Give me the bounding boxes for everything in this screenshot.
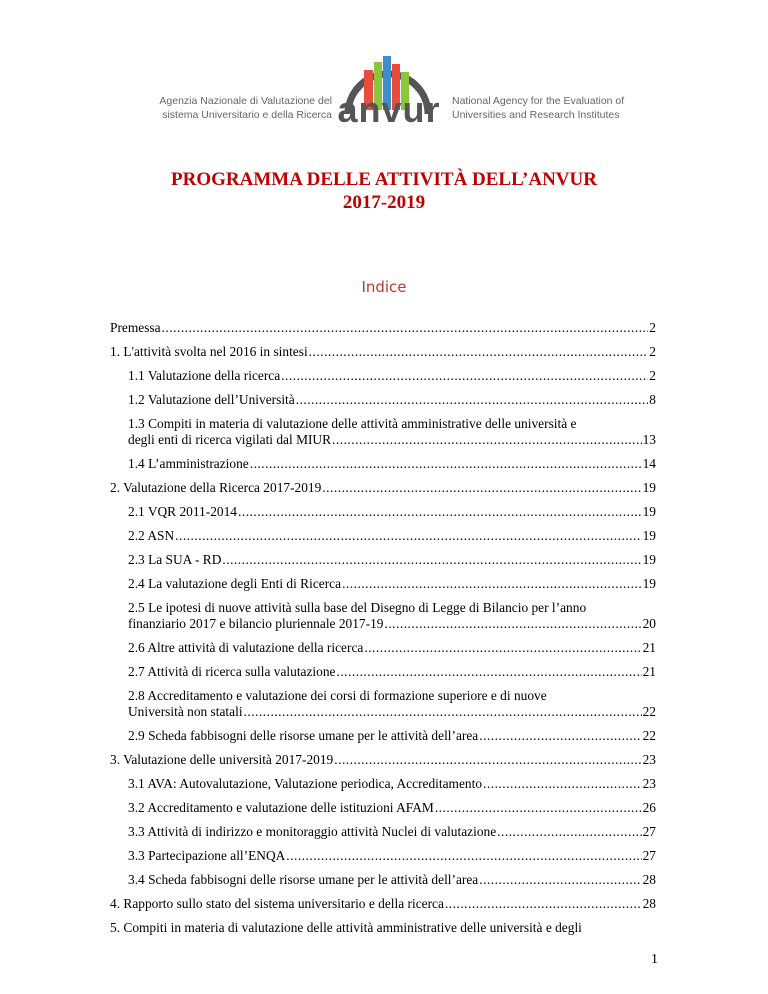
toc-entry[interactable] <box>110 456 656 472</box>
toc-entry[interactable] <box>110 752 656 768</box>
toc-leader-dots <box>364 640 641 656</box>
document-title-line2: 2017-2019 <box>342 192 426 213</box>
toc-entry[interactable] <box>110 392 656 408</box>
document-title-line1: PROGRAMMA DELLE ATTIVITÀ DELL’ANVUR <box>171 169 597 190</box>
toc-entry-text: 3.3 Partecipazione all’ENQA <box>128 848 286 863</box>
toc-leader-dots <box>175 528 641 544</box>
agency-name-italian-line1: Agenzia Nazionale di Valutazione del <box>159 95 332 107</box>
toc-page-number: 19 <box>642 528 656 543</box>
toc-page-number: 19 <box>642 552 656 567</box>
toc-leader-dots <box>244 704 642 720</box>
agency-name-italian <box>159 94 332 122</box>
toc-entry-text: 3. Valutazione delle università 2017-2019 <box>110 752 334 767</box>
toc-leader-dots <box>250 456 642 472</box>
toc-entry[interactable] <box>110 688 656 720</box>
toc-leader-dots <box>435 800 642 816</box>
toc-entry-text-cont: degli enti di ricerca vigilati dal MIUR <box>128 432 332 447</box>
toc-entry[interactable] <box>110 480 656 496</box>
toc-entry[interactable] <box>110 824 656 840</box>
toc-entry[interactable] <box>110 728 656 744</box>
agency-name-english <box>452 94 624 122</box>
toc-leader-dots <box>238 504 642 520</box>
toc-entry-text: 2.5 Le ipotesi di nuove attività sulla base del Disegno di Legge di Bilancio per l’anno <box>128 600 587 615</box>
toc-entry-text: 2.4 La valutazione degli Enti di Ricerca <box>128 576 342 591</box>
toc-entry-text: 3.3 Attività di indirizzo e monitoraggio attività Nuclei di valutazione <box>128 824 497 839</box>
toc-leader-dots <box>336 664 641 680</box>
toc-page-number: 2 <box>649 368 656 383</box>
toc-leader-dots <box>309 344 649 360</box>
toc-page-number: 19 <box>642 480 656 495</box>
toc-entry[interactable] <box>110 664 656 680</box>
toc-page-number: 2 <box>649 344 656 359</box>
toc-entry[interactable] <box>110 848 656 864</box>
toc-entry-text: 2.2 ASN <box>128 528 175 543</box>
agency-name-english-line1: National Agency for the Evaluation of <box>452 95 625 107</box>
toc-page-number: 21 <box>642 664 656 679</box>
toc-page-number: 21 <box>642 640 656 655</box>
toc-page-number: 2 <box>649 320 656 335</box>
toc-entry-text-cont: Università non statali <box>128 704 243 719</box>
toc-entry-text: Premessa <box>110 320 161 335</box>
toc-leader-dots <box>479 872 641 888</box>
toc-entry[interactable] <box>110 504 656 520</box>
toc-page-number: 23 <box>642 776 656 791</box>
toc-leader-dots <box>322 480 641 496</box>
index-heading: Indice <box>361 278 407 296</box>
toc-entry[interactable] <box>110 552 656 568</box>
toc-leader-dots <box>281 368 648 384</box>
toc-page-number: 8 <box>649 392 656 407</box>
toc-entry[interactable] <box>110 872 656 888</box>
toc-leader-dots <box>342 576 642 592</box>
toc-entry-text-cont: finanziario 2017 e bilancio pluriennale 2017-19 <box>128 616 384 631</box>
toc-page-number: 19 <box>642 576 656 591</box>
toc-entry[interactable] <box>110 344 656 360</box>
toc-entry[interactable] <box>110 528 656 544</box>
page-number: 1 <box>651 952 658 967</box>
toc-page-number: 20 <box>642 616 656 631</box>
toc-leader-dots <box>384 616 641 632</box>
toc-leader-dots <box>296 392 649 408</box>
toc-entry[interactable] <box>110 320 656 336</box>
document-title <box>0 168 768 214</box>
toc-leader-dots <box>497 824 641 840</box>
toc-entry[interactable] <box>110 896 656 912</box>
table-of-contents <box>110 320 656 936</box>
toc-page-number: 19 <box>642 504 656 519</box>
toc-entry-text: 2.9 Scheda fabbisogni delle risorse umane per le attività dell’area <box>128 728 479 743</box>
toc-leader-dots <box>483 776 642 792</box>
toc-entry-text: 3.1 AVA: Autovalutazione, Valutazione periodica, Accreditamento <box>128 776 483 791</box>
toc-entry-text: 5. Compiti in materia di valutazione delle attività amministrative delle università e degli <box>110 920 582 935</box>
toc-entry-text: 2.6 Altre attività di valutazione della ricerca <box>128 640 364 655</box>
toc-page-number: 27 <box>642 848 656 863</box>
toc-entry-text: 2.1 VQR 2011-2014 <box>128 504 237 519</box>
toc-entry[interactable] <box>110 416 656 448</box>
toc-page-number: 22 <box>642 704 656 719</box>
toc-page-number: 28 <box>642 872 656 887</box>
agency-name-italian-line2: sistema Universitario e della Ricerca <box>162 109 332 121</box>
toc-page-number: 14 <box>642 456 656 471</box>
toc-entry-text: 2.8 Accreditamento e valutazione dei corsi di formazione superiore e di nuove <box>128 688 547 703</box>
toc-entry-text: 1.1 Valutazione della ricerca <box>128 368 281 383</box>
toc-entry[interactable] <box>110 640 656 656</box>
toc-entry[interactable] <box>110 368 656 384</box>
toc-entry[interactable] <box>110 800 656 816</box>
toc-entry-text: 2.7 Attività di ricerca sulla valutazione <box>128 664 336 679</box>
toc-entry-text: 1. L'attività svolta nel 2016 in sintesi <box>110 344 308 359</box>
toc-page-number: 13 <box>642 432 656 447</box>
toc-entry-text: 1.2 Valutazione dell’Università <box>128 392 295 407</box>
toc-leader-dots <box>286 848 641 864</box>
toc-entry-text: 3.4 Scheda fabbisogni delle risorse umane per le attività dell’area <box>128 872 479 887</box>
toc-page-number: 27 <box>642 824 656 839</box>
toc-leader-dots <box>222 552 641 568</box>
toc-page-number: 22 <box>642 728 656 743</box>
toc-entry-text: 4. Rapporto sullo stato del sistema universitario e della ricerca <box>110 896 444 911</box>
toc-leader-dots <box>479 728 641 744</box>
toc-page-number: 28 <box>642 896 656 911</box>
toc-entry[interactable] <box>110 576 656 592</box>
toc-entry-text: 1.3 Compiti in materia di valutazione delle attività amministrative delle università e <box>128 416 577 431</box>
toc-leader-dots <box>334 752 641 768</box>
agency-name-english-line2: Universities and Research Institutes <box>452 109 620 121</box>
toc-entry-text: 3.2 Accreditamento e valutazione delle istituzioni AFAM <box>128 800 434 815</box>
toc-entry-text: 1.4 L’amministrazione <box>128 456 249 471</box>
toc-entry[interactable] <box>110 920 656 936</box>
toc-leader-dots <box>162 320 649 336</box>
anvur-wordmark: anvur <box>337 89 441 130</box>
toc-page-number: 23 <box>642 752 656 767</box>
header-logo-block <box>0 36 768 136</box>
toc-entry-text: 2.3 La SUA - RD <box>128 552 222 567</box>
toc-entry[interactable] <box>110 776 656 792</box>
toc-page-number: 26 <box>642 800 656 815</box>
toc-leader-dots <box>445 896 642 912</box>
toc-entry-text: 2. Valutazione della Ricerca 2017-2019 <box>110 480 322 495</box>
toc-leader-dots <box>332 432 642 448</box>
toc-entry[interactable] <box>110 600 656 632</box>
